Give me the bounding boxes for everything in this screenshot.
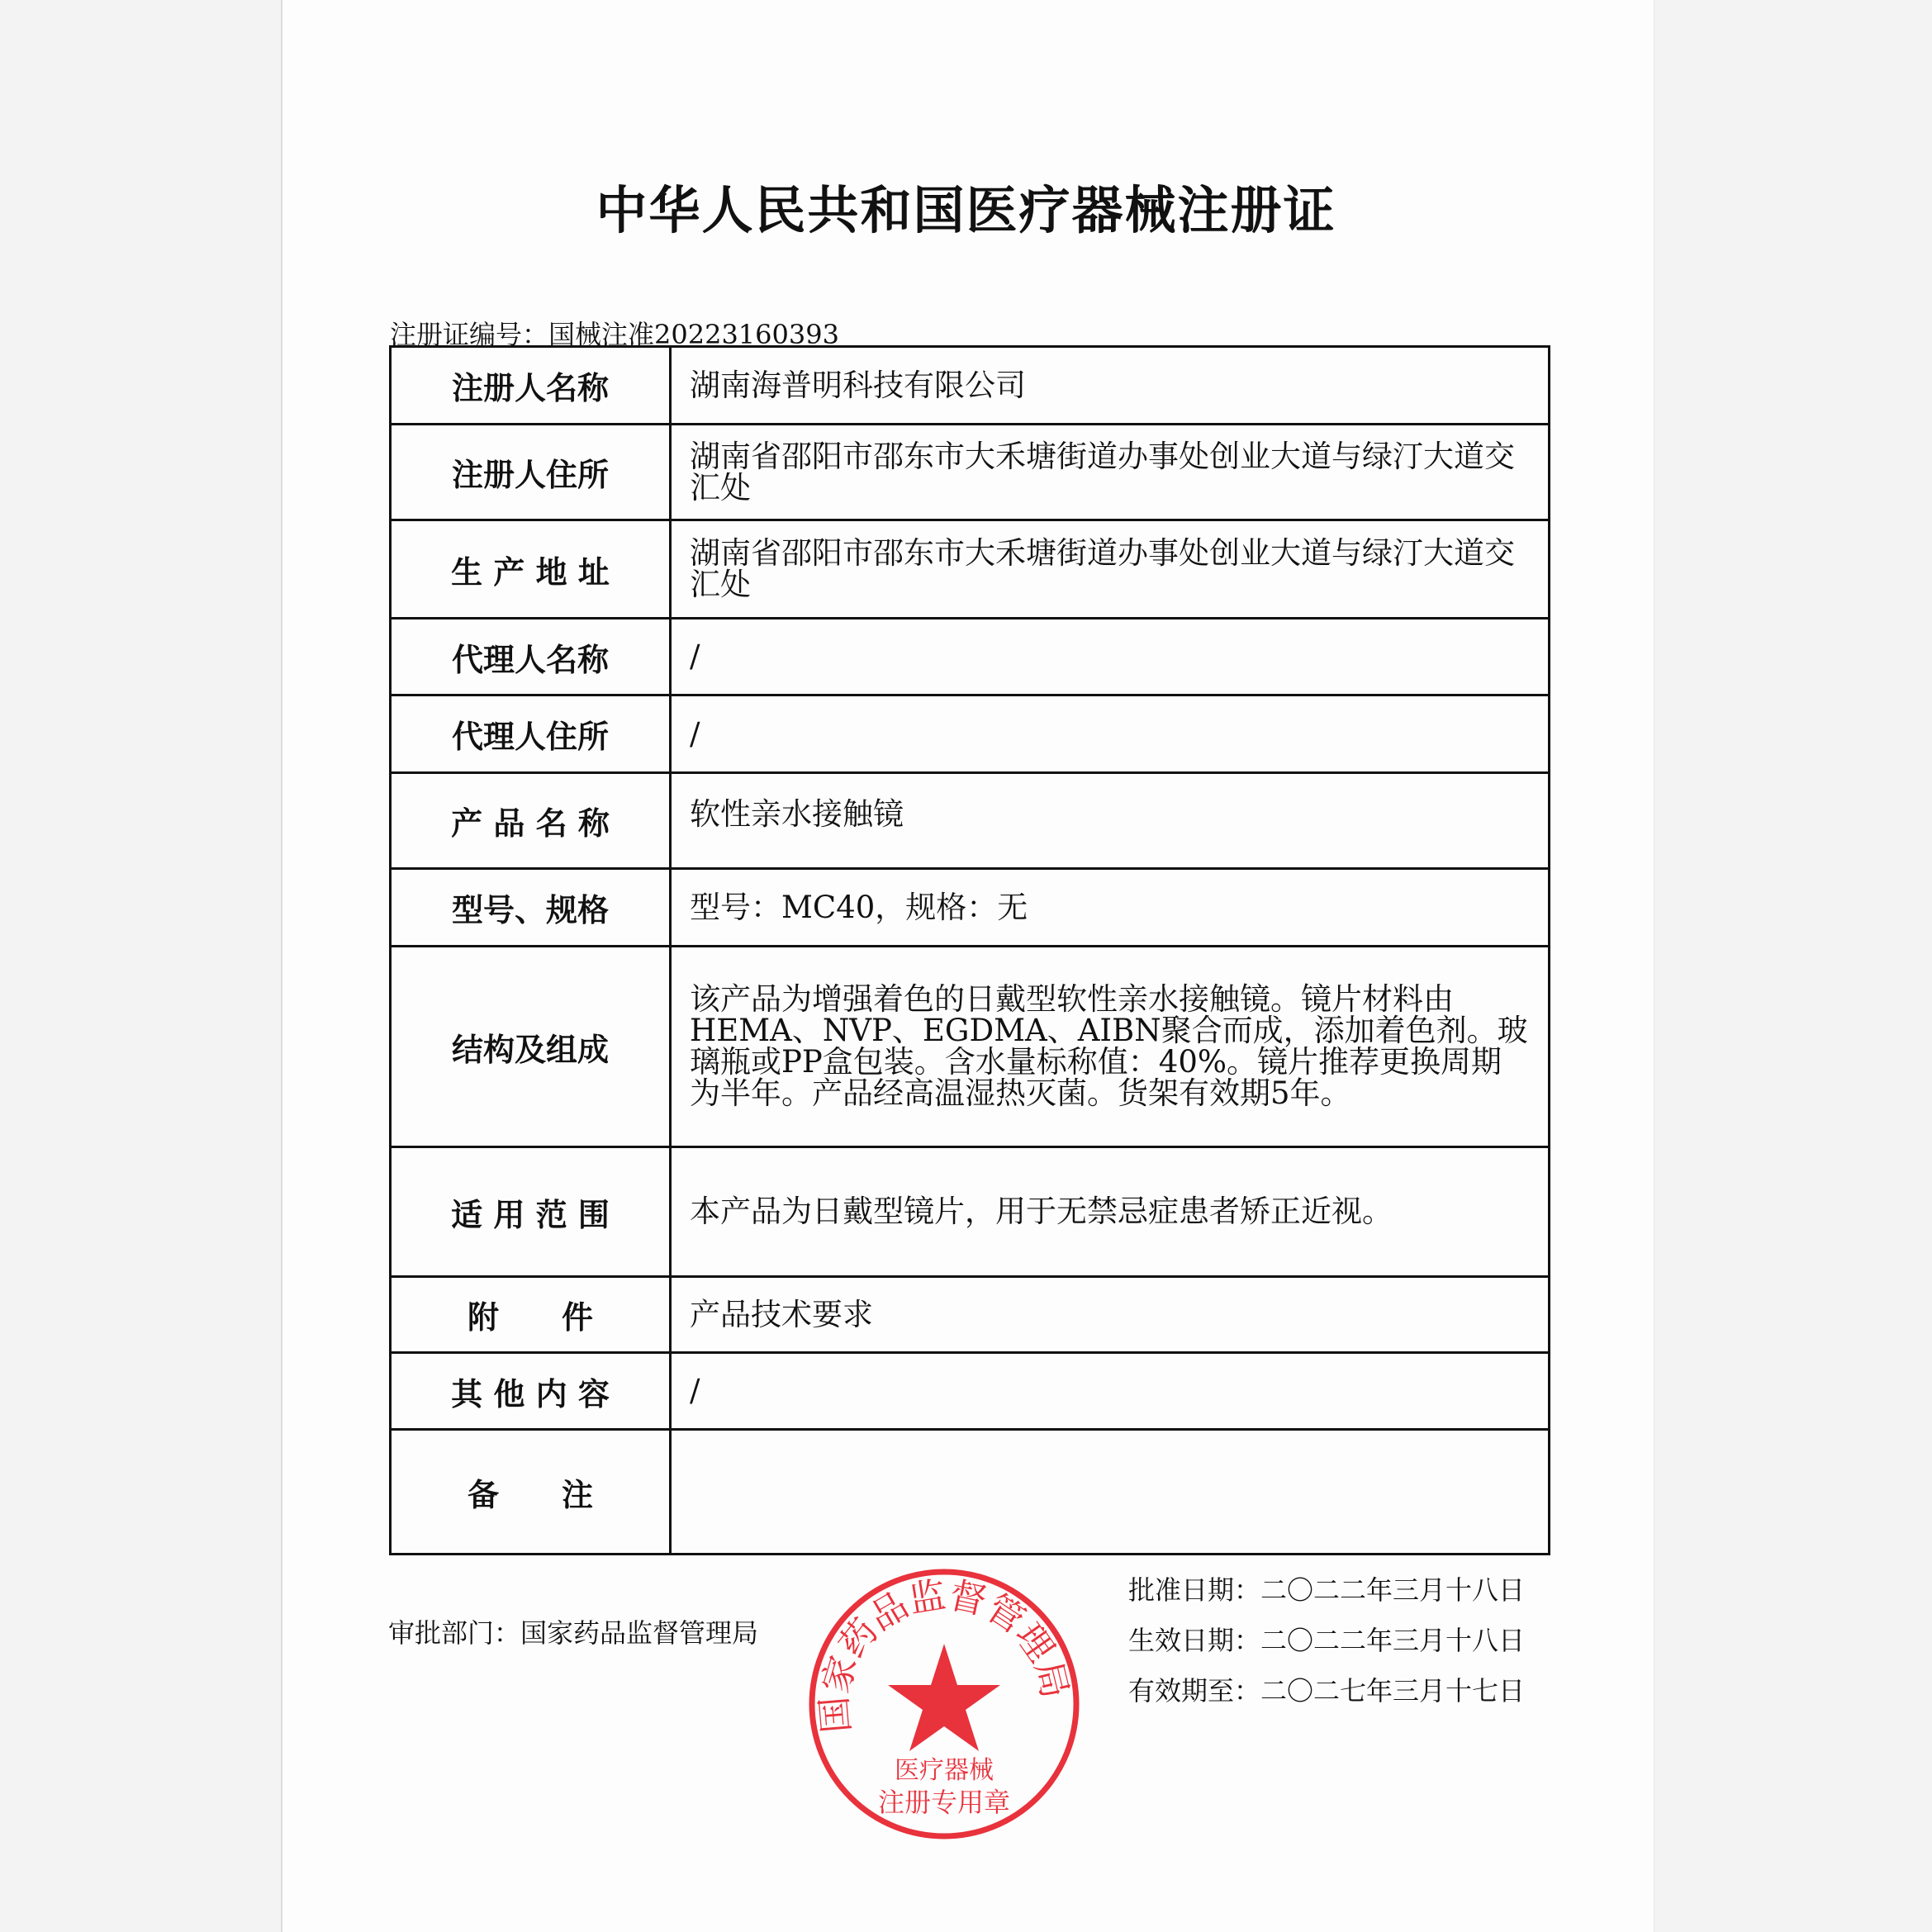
table-row [391, 695, 1550, 773]
row-value: 型号：MC40，规格：无 [671, 869, 1550, 947]
row-value: / [671, 695, 1550, 773]
seal-star-icon [888, 1644, 1000, 1751]
row-label: 产 品 名 称 [391, 773, 671, 869]
valid-until-date: 有效期至：二〇二七年三月十七日 [1128, 1675, 1526, 1707]
table-row [391, 869, 1550, 947]
registration-number: 注册证编号：国械注准20223160393 [390, 319, 839, 350]
seal-inner-text: 医疗器械 [895, 1756, 994, 1785]
table-row [391, 520, 1550, 619]
table-row [391, 425, 1550, 520]
row-value: 该产品为增强着色的日戴型软性亲水接触镜。镜片材料由HEMA、NVP、EGDMA、AIBN聚合而成，添加着色剂。玻璃瓶或PP盒包装。含水量标称值：40%。镜片推荐更换周期为半年。产品经高温湿热灭菌。货架有效期5年。 [671, 947, 1550, 1147]
table-row [391, 619, 1550, 695]
table-row [391, 347, 1550, 425]
row-label: 型号、规格 [391, 869, 671, 947]
effective-date: 生效日期：二〇二二年三月十八日 [1128, 1625, 1526, 1656]
row-label: 备 注 [391, 1430, 671, 1555]
row-label: 其 他 内 容 [391, 1353, 671, 1430]
row-value [671, 1430, 1550, 1555]
table-row [391, 1147, 1550, 1277]
row-label: 代理人住所 [391, 695, 671, 773]
row-value: 产品技术要求 [671, 1277, 1550, 1353]
page-title: 中华人民共和国医疗器械注册证 [596, 180, 1336, 240]
table-row [391, 1277, 1550, 1353]
certificate-table [389, 345, 1550, 1555]
row-label: 生 产 地 址 [391, 520, 671, 619]
table-row [391, 947, 1550, 1147]
table-row [391, 773, 1550, 869]
row-label: 注册人住所 [391, 425, 671, 520]
date-block [1128, 1565, 1525, 1716]
row-value: 湖南省邵阳市邵东市大禾塘街道办事处创业大道与绿汀大道交汇处 [671, 425, 1550, 520]
official-seal [805, 1565, 1083, 1843]
table-row [391, 1353, 1550, 1430]
row-label: 附 件 [391, 1277, 671, 1353]
table-row [391, 1430, 1550, 1555]
row-value: / [671, 1353, 1550, 1430]
seal-bottom-text: 注册专用章 [877, 1787, 1011, 1818]
row-value: 软性亲水接触镜 [671, 773, 1550, 869]
row-label: 适 用 范 围 [391, 1147, 671, 1277]
row-value: 湖南海普明科技有限公司 [671, 347, 1550, 425]
row-value: 湖南省邵阳市邵东市大禾塘街道办事处创业大道与绿汀大道交汇处 [671, 520, 1550, 619]
row-label: 注册人名称 [391, 347, 671, 425]
row-value: 本产品为日戴型镜片，用于无禁忌症患者矫正近视。 [671, 1147, 1550, 1277]
approval-date: 批准日期：二〇二二年三月十八日 [1128, 1574, 1526, 1606]
row-label: 代理人名称 [391, 619, 671, 695]
seal-outer-text: 国家药品监督管理局 [813, 1574, 1076, 1735]
approval-department: 审批部门：国家药品监督管理局 [388, 1617, 759, 1649]
row-value: / [671, 619, 1550, 695]
row-label: 结构及组成 [391, 947, 671, 1147]
